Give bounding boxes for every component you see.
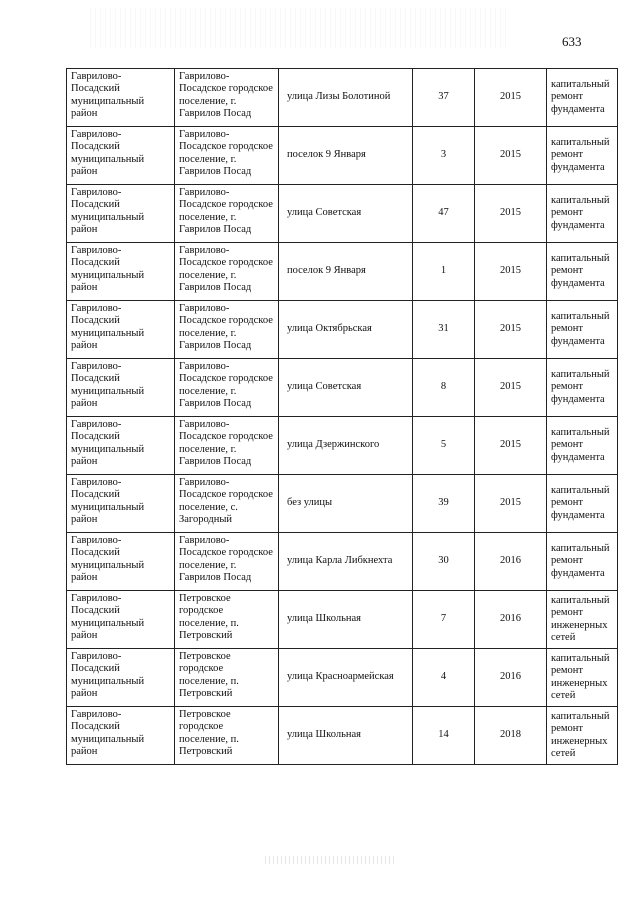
house-number-cell: 1 bbox=[413, 243, 475, 301]
street-text: улица Карла Либкнехта bbox=[287, 555, 393, 567]
settlement-cell: Гаврилово-Посадское городское поселение, г. Гаврилов Посад bbox=[175, 359, 279, 417]
street-text: улица Советская bbox=[287, 381, 362, 393]
settlement-cell: Гаврилово-Посадское городское поселение, г. Гаврилов Посад bbox=[175, 185, 279, 243]
repair-registry-table bbox=[66, 68, 618, 765]
district-cell: Гаврилово-Посадский муниципальный район bbox=[67, 417, 175, 475]
house-number-cell: 31 bbox=[413, 301, 475, 359]
street-cell bbox=[279, 185, 413, 243]
table-row bbox=[67, 301, 618, 359]
year-cell: 2015 bbox=[475, 301, 547, 359]
settlement-cell: Гаврилово-Посадское городское поселение, г. Гаврилов Посад bbox=[175, 533, 279, 591]
table-row bbox=[67, 649, 618, 707]
table-row bbox=[67, 707, 618, 765]
district-cell: Гаврилово-Посадский муниципальный район bbox=[67, 359, 175, 417]
year-cell: 2016 bbox=[475, 591, 547, 649]
work-type-cell: капитальный ремонт инженерных сетей bbox=[547, 591, 618, 649]
work-type-cell: капитальный ремонт фундамента bbox=[547, 243, 618, 301]
work-type-cell: капитальный ремонт фундамента bbox=[547, 417, 618, 475]
table-row bbox=[67, 127, 618, 185]
district-cell: Гаврилово-Посадский муниципальный район bbox=[67, 533, 175, 591]
work-type-cell: капитальный ремонт инженерных сетей bbox=[547, 649, 618, 707]
district-cell: Гаврилово-Посадский муниципальный район bbox=[67, 649, 175, 707]
settlement-cell: Петровское городское поселение, п. Петровский bbox=[175, 707, 279, 765]
table-row bbox=[67, 417, 618, 475]
settlement-cell: Гаврилово-Посадское городское поселение, г. Гаврилов Посад bbox=[175, 243, 279, 301]
work-type-cell: капитальный ремонт фундамента bbox=[547, 127, 618, 185]
year-cell: 2016 bbox=[475, 533, 547, 591]
street-cell bbox=[279, 649, 413, 707]
settlement-cell: Гаврилово-Посадское городское поселение, г. Гаврилов Посад bbox=[175, 301, 279, 359]
street-cell bbox=[279, 127, 413, 185]
scan-noise-top bbox=[90, 8, 510, 48]
street-cell bbox=[279, 707, 413, 765]
settlement-cell: Петровское городское поселение, п. Петровский bbox=[175, 591, 279, 649]
year-cell: 2018 bbox=[475, 707, 547, 765]
street-text: улица Школьная bbox=[287, 613, 361, 625]
scan-noise-bottom bbox=[265, 856, 395, 864]
work-type-cell: капитальный ремонт фундамента bbox=[547, 185, 618, 243]
house-number-cell: 47 bbox=[413, 185, 475, 243]
page-number: 633 bbox=[562, 34, 582, 49]
house-number-cell: 4 bbox=[413, 649, 475, 707]
street-cell bbox=[279, 301, 413, 359]
work-type-cell: капитальный ремонт фундамента bbox=[547, 69, 618, 127]
district-cell: Гаврилово-Посадский муниципальный район bbox=[67, 127, 175, 185]
district-cell: Гаврилово-Посадский муниципальный район bbox=[67, 591, 175, 649]
year-cell: 2015 bbox=[475, 475, 547, 533]
district-cell: Гаврилово-Посадский муниципальный район bbox=[67, 707, 175, 765]
settlement-cell: Гаврилово-Посадское городское поселение, с. Загородный bbox=[175, 475, 279, 533]
settlement-cell: Петровское городское поселение, п. Петровский bbox=[175, 649, 279, 707]
street-cell bbox=[279, 475, 413, 533]
table-row bbox=[67, 359, 618, 417]
work-type-cell: капитальный ремонт фундамента bbox=[547, 359, 618, 417]
table-row bbox=[67, 185, 618, 243]
house-number-cell: 3 bbox=[413, 127, 475, 185]
street-text: улица Дзержинского bbox=[287, 439, 380, 451]
street-cell bbox=[279, 359, 413, 417]
street-cell bbox=[279, 69, 413, 127]
settlement-cell: Гаврилово-Посадское городское поселение, г. Гаврилов Посад bbox=[175, 69, 279, 127]
street-text: улица Октябрьская bbox=[287, 323, 372, 335]
street-text: улица Красноармейская bbox=[287, 671, 394, 683]
table-row bbox=[67, 243, 618, 301]
street-text: улица Школьная bbox=[287, 729, 361, 741]
street-cell bbox=[279, 417, 413, 475]
work-type-cell: капитальный ремонт инженерных сетей bbox=[547, 707, 618, 765]
street-cell bbox=[279, 533, 413, 591]
work-type-cell: капитальный ремонт фундамента bbox=[547, 475, 618, 533]
table-row bbox=[67, 533, 618, 591]
street-text: улица Советская bbox=[287, 207, 362, 219]
year-cell: 2015 bbox=[475, 185, 547, 243]
year-cell: 2015 bbox=[475, 127, 547, 185]
district-cell: Гаврилово-Посадский муниципальный район bbox=[67, 301, 175, 359]
house-number-cell: 5 bbox=[413, 417, 475, 475]
district-cell: Гаврилово-Посадский муниципальный район bbox=[67, 185, 175, 243]
work-type-cell: капитальный ремонт фундамента bbox=[547, 301, 618, 359]
street-text: улица Лизы Болотиной bbox=[287, 91, 391, 103]
table-row bbox=[67, 475, 618, 533]
district-cell: Гаврилово-Посадский муниципальный район bbox=[67, 475, 175, 533]
house-number-cell: 8 bbox=[413, 359, 475, 417]
street-text: поселок 9 Января bbox=[287, 149, 366, 161]
house-number-cell: 37 bbox=[413, 69, 475, 127]
street-text: без улицы bbox=[287, 497, 333, 509]
settlement-cell: Гаврилово-Посадское городское поселение, г. Гаврилов Посад bbox=[175, 417, 279, 475]
street-cell bbox=[279, 243, 413, 301]
year-cell: 2015 bbox=[475, 417, 547, 475]
year-cell: 2015 bbox=[475, 359, 547, 417]
district-cell: Гаврилово-Посадский муниципальный район bbox=[67, 69, 175, 127]
year-cell: 2015 bbox=[475, 243, 547, 301]
table-row bbox=[67, 591, 618, 649]
table-row bbox=[67, 69, 618, 127]
work-type-cell: капитальный ремонт фундамента bbox=[547, 533, 618, 591]
house-number-cell: 39 bbox=[413, 475, 475, 533]
settlement-cell: Гаврилово-Посадское городское поселение, г. Гаврилов Посад bbox=[175, 127, 279, 185]
house-number-cell: 7 bbox=[413, 591, 475, 649]
year-cell: 2015 bbox=[475, 69, 547, 127]
year-cell: 2016 bbox=[475, 649, 547, 707]
street-cell bbox=[279, 591, 413, 649]
street-text: поселок 9 Января bbox=[287, 265, 366, 277]
house-number-cell: 14 bbox=[413, 707, 475, 765]
house-number-cell: 30 bbox=[413, 533, 475, 591]
district-cell: Гаврилово-Посадский муниципальный район bbox=[67, 243, 175, 301]
